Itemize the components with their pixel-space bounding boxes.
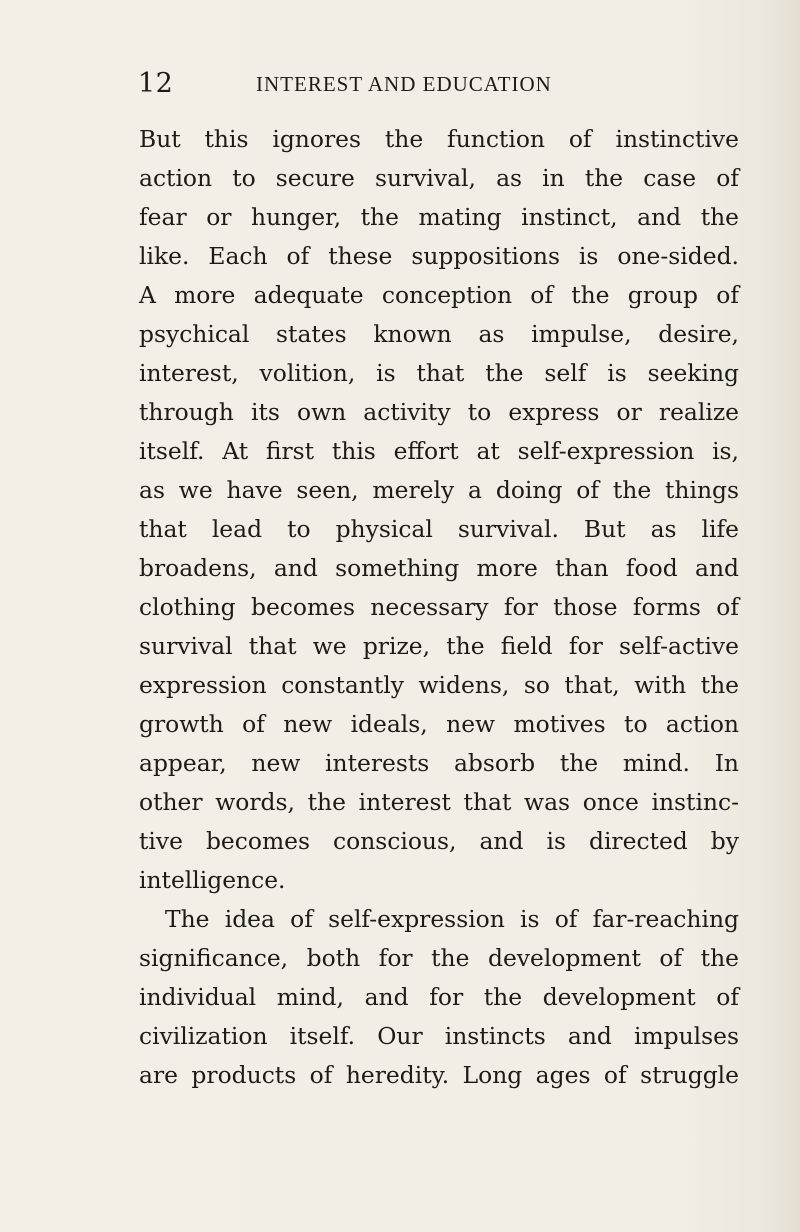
text-line: action to secure survival, as in the case of [139,164,739,192]
text-line: A more adequate conception of the group of [139,281,739,309]
text-line: other words, the interest that was once instinc- [139,788,739,816]
running-head [112,64,672,104]
text-line: psychical states known as impulse, desire, [139,320,739,348]
text-line: clothing becomes necessary for those forms of [139,593,739,621]
text-line: that lead to physical survival. But as life [139,515,739,543]
text-line: individual mind, and for the development of [139,983,739,1011]
text-line: like. Each of these suppositions is one-sided. [139,242,739,270]
text-line: The idea of self-expression is of far-reaching [165,905,739,933]
text-line: fear or hunger, the mating instinct, and the [139,203,739,231]
text-line: tive becomes conscious, and is directed by [139,827,739,855]
body-text [139,120,739,1095]
text-line: appear, new interests absorb the mind. In [139,749,739,777]
page-number: 12 [138,68,174,99]
text-line: through its own activity to express or realize [139,398,739,426]
text-line: significance, both for the development of the [139,944,739,972]
text-line: itself. At first this effort at self-expression is, [139,437,739,465]
text-line: as we have seen, merely a doing of the things [139,476,739,504]
text-line: growth of new ideals, new motives to action [139,710,739,738]
text-line: survival that we prize, the field for self-active [139,632,739,660]
text-line: But this ignores the function of instinctive [139,125,739,153]
text-line: broadens, and something more than food and [139,554,739,582]
running-title: INTEREST AND EDUCATION [256,72,552,96]
text-line: intelligence. [139,866,286,894]
text-line: are products of heredity. Long ages of struggle [139,1061,739,1089]
text-line: civilization itself. Our instincts and impulses [139,1022,739,1050]
text-line: interest, volition, is that the self is seeking [139,359,739,387]
text-line: expression constantly widens, so that, with the [139,671,739,699]
